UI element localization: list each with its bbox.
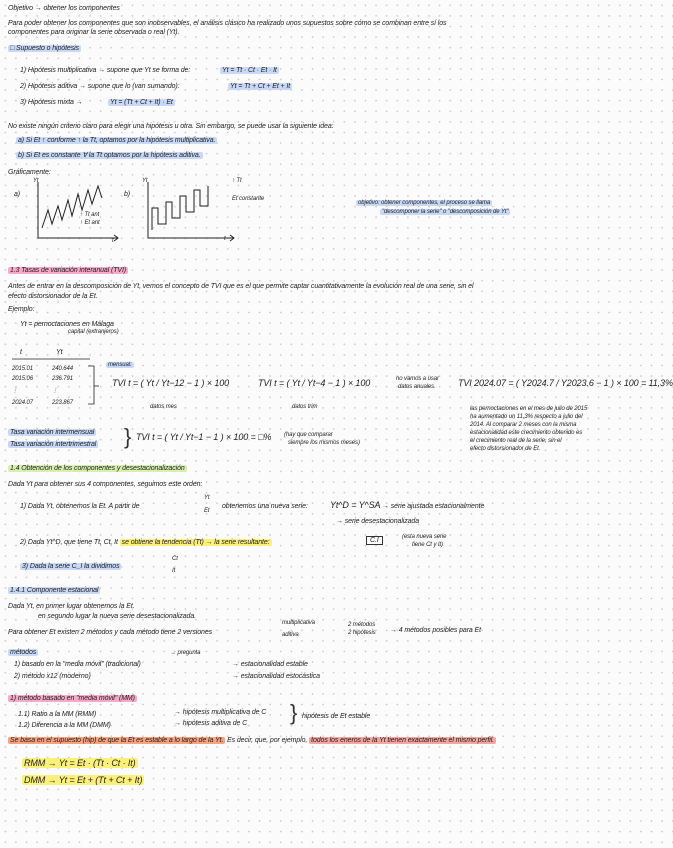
metodos-label: métodos — [10, 649, 37, 656]
step-3-a: 3) Dada la serie C_I la dividimos — [22, 563, 120, 570]
hypothesis-1-formula: Yt = Tt · Ct · Et · It — [222, 67, 277, 74]
tvi-mensual-formula: TVI t = ( Yt / Yt−12 − 1 ) × 100 — [112, 378, 230, 388]
nota-5: el crecimiento real de la serie, sin el — [470, 438, 562, 444]
table-bracket — [86, 364, 100, 408]
rmm-formula: RMM → Yt = Et · (Tt · Ct · It) — [24, 758, 136, 768]
hypothesis-2-label: 2) Hipótesis aditiva → supone que lo (van sumando): — [20, 83, 180, 90]
graph-a-tt-ant: ↑ Tt ant — [80, 212, 100, 218]
step-1-c: → serie ajustada estacionalmente — [382, 503, 485, 510]
step-2-c: (esta nueva serie — [402, 534, 447, 540]
datos-mes: datos mes — [150, 404, 177, 410]
intro-line-2: componentes para originar la serie observada o real (Yt). — [8, 29, 180, 36]
graph-a-label: a) — [14, 191, 21, 198]
objective-line: Objetivo → obtener los componentes — [8, 5, 120, 12]
yt-definition: Yt = pernoctaciones en Málaga — [20, 321, 114, 328]
section-1-3: 1.3 Tasas de variación interanual (TVI) — [10, 267, 127, 274]
tvi-intro-2: efecto distorsionador de la Et. — [8, 293, 98, 300]
c141-5: 2 hipótesis — [348, 630, 376, 636]
criterio-b: b) Si Et es constante ∀ la Tt optamos por la hipótesis aditiva. — [18, 152, 201, 159]
section-1-4-1: 1.4.1 Componente estacional — [10, 587, 99, 594]
table-header-yt: Yt — [56, 349, 63, 356]
yt-definition-2: capital (extranjeros) — [68, 329, 119, 335]
graph-a-ylabel: Yt — [33, 178, 39, 184]
tasa-intermensual: Tasa variación intermensual — [10, 429, 95, 436]
nota-6: efecto distorsionador de Et. — [470, 446, 541, 452]
step-2-box: C.I — [366, 536, 383, 545]
metodo-2-result: → estacionalidad estocástica — [232, 673, 320, 680]
c141-6: → 4 métodos posibles para Et — [390, 627, 481, 634]
d14-intro: Dada Yt para obtener sus 4 componentes, seguimos este orden: — [8, 481, 203, 488]
tasa-intertrimestral: Tasa variación intertrimestral — [10, 441, 97, 448]
table-cell-yt: 240.644 — [52, 366, 73, 372]
mm-2-result: → hipótesis aditiva de C — [174, 720, 248, 727]
metodo-2: 2) método x12 (moderno) — [14, 673, 91, 680]
metodos-pregunta: → pregunta — [170, 650, 201, 656]
graph-b-tt: ↑ Tt — [232, 178, 242, 184]
graph-b — [138, 180, 238, 244]
mm-1-result: → hipótesis multiplicativa de C — [174, 709, 267, 716]
c141-mult: multiplicativa — [282, 620, 315, 626]
criterio-line: No existe ningún criterio claro para elegir una hipótesis u otra. Sin embargo, se puede usar la siguiente idea: — [8, 123, 334, 130]
c141-4: 2 métodos — [348, 622, 376, 628]
table-cell-t: 2015.06 — [12, 376, 33, 382]
graph-b-et-constante: Et constante — [232, 196, 265, 202]
step-1-a: 1) Dada Yt, obtenemos la Et. A partir de — [20, 503, 140, 510]
step-2-d: tiene Ct y It) — [412, 542, 443, 548]
nota-3: 2014. Al comparar 2 meses con la misma — [470, 422, 577, 428]
table-cell-yt: 236.791 — [52, 376, 73, 382]
hypothesis-3-formula: Yt = (Tt + Ct + It) · Et — [110, 99, 173, 106]
graficamente-label: Gráficamente: — [8, 169, 51, 176]
step-3-ct: Ct — [172, 556, 178, 562]
section-mm: 1) método basado en "media móvil" (MM) — [10, 695, 135, 702]
objetivo-1: objetivo: obtener componentes, el proceso se llama — [358, 200, 491, 206]
tvi-trim-formula: TVI t = ( Yt / Yt−4 − 1 ) × 100 — [258, 378, 371, 388]
mm-2: 1.2) Diferencia a la MM (DMM) — [18, 722, 111, 729]
intro-line-1: Para poder obtener los componentes que son inobservables, el análisis clásico ha realizado unos supuestos sobre cómo se combinan entre sí los — [8, 20, 447, 27]
no-anual-1: no vamos a usar — [396, 376, 439, 382]
c141-adit: aditiva — [282, 632, 299, 638]
step-1-et: Et — [204, 508, 210, 514]
graph-b-xlabel: t — [224, 236, 226, 242]
table-cell-t: 2015.01 — [12, 366, 33, 372]
tvi-calc: TVI 2024.07 = ( Y2024.7 / Y2023.6 − 1 ) × 100 = 11,3% — [458, 378, 673, 388]
footer-supuesto: Se basa en el supuesto (hip) de que la Et es estable a lo largo de la Yt. Es decir, que, por ejemplo, todos los eneros de la Yt tienen exactamente el mismo perfil. — [10, 737, 494, 744]
hypothesis-2-formula: Yt = Tt + Ct + Et + It — [230, 83, 291, 90]
table-cell-t: 2024.07 — [12, 400, 33, 406]
datos-trim: datos trim — [292, 404, 318, 410]
nota-4: estacionalidad este crecimiento obtenido es — [470, 430, 583, 436]
metodo-1-result: → estacionalidad estable — [232, 661, 308, 668]
table-cell-yt: 223.867 — [52, 400, 73, 406]
table-cell-t: ⋮ — [12, 388, 18, 394]
table-header-t: t — [20, 349, 22, 356]
nota-2: ha aumentado un 11,3% respecto a julio del — [470, 414, 583, 420]
section-supuesto: □ Supuesto o hipótesis — [10, 45, 79, 52]
section-1-4: 1.4 Obtención de los componentes y desestacionalización — [10, 465, 185, 472]
mm-1: 1.1) Ratio a la MM (RMM) — [18, 711, 97, 718]
tasa-nota-2: siempre los mismos meses) — [288, 440, 360, 446]
mm-brace-label: hipótesis de Et estable — [302, 713, 371, 720]
metodo-1: 1) basado en la "media móvil" (tradicional) — [14, 661, 141, 668]
graph-a-et-ant: ↑ Et ant — [80, 220, 100, 226]
step-2-a: 2) Dada Yt^D, que tiene Tt, Ct, It se obtiene la tendencia (Tt) → la serie resultante: — [20, 539, 270, 546]
c141-3: Para obtener Et existen 2 métodos y cada método tiene 2 versiones — [8, 629, 213, 636]
objetivo-2: "descomponer la serie" o "descomposición de Yt" — [382, 209, 509, 215]
dmm-formula: DMM → Yt = Et + (Tt + Ct + It) — [24, 775, 143, 785]
tasa-nota-1: (hay que comparar — [284, 432, 333, 438]
no-anual-2: datos anuales. — [398, 384, 436, 390]
step-1-yt: Yt — [204, 495, 210, 501]
ejemplo-label: Ejemplo: — [8, 306, 35, 313]
graph-a-xlabel: t — [112, 238, 114, 244]
step-1-formula: Yt^D = Y^SA — [330, 500, 381, 510]
c141-2: en segundo lugar la nueva serie desestacionalizada. — [38, 613, 196, 620]
criterio-a: a) Si Et ↑ conforme ↑ la Tt, optamos por la hipótesis multiplicativa. — [18, 137, 216, 144]
mensual-label: mensual: — [108, 362, 132, 368]
tasa-formula: TVI t = ( Yt / Yt−1 − 1 ) × 100 = □% — [136, 432, 272, 442]
table-underline — [12, 358, 92, 362]
step-1-d: → serie desestacionalizada — [336, 518, 420, 525]
graph-b-ylabel: Yt — [142, 178, 148, 184]
graph-a — [28, 180, 120, 244]
hypothesis-1-label: 1) Hipótesis multiplicativa → supone que Yt se forma de: — [20, 67, 191, 74]
tasa-brace: } — [124, 424, 132, 449]
nota-1: las pernoctaciones en el mes de julio de 2015 — [470, 406, 588, 412]
table-cell-yt: ⋮ — [52, 388, 58, 394]
tvi-intro-1: Antes de entrar en la descomposición de Yt, vemos el concepto de TVI que es el que permite captar cuantitativamente la evolución real de una serie, sin el — [8, 283, 474, 290]
graph-b-label: b) — [124, 191, 131, 198]
hypothesis-3-label: 3) Hipótesis mixta → — [20, 99, 83, 106]
step-3-it: It — [172, 568, 176, 574]
mm-brace: } — [290, 700, 298, 725]
c141-1: Dada Yt, en primer lugar obtenemos la Et. — [8, 603, 135, 610]
step-1-b: obtenemos una nueva serie: — [222, 503, 308, 510]
